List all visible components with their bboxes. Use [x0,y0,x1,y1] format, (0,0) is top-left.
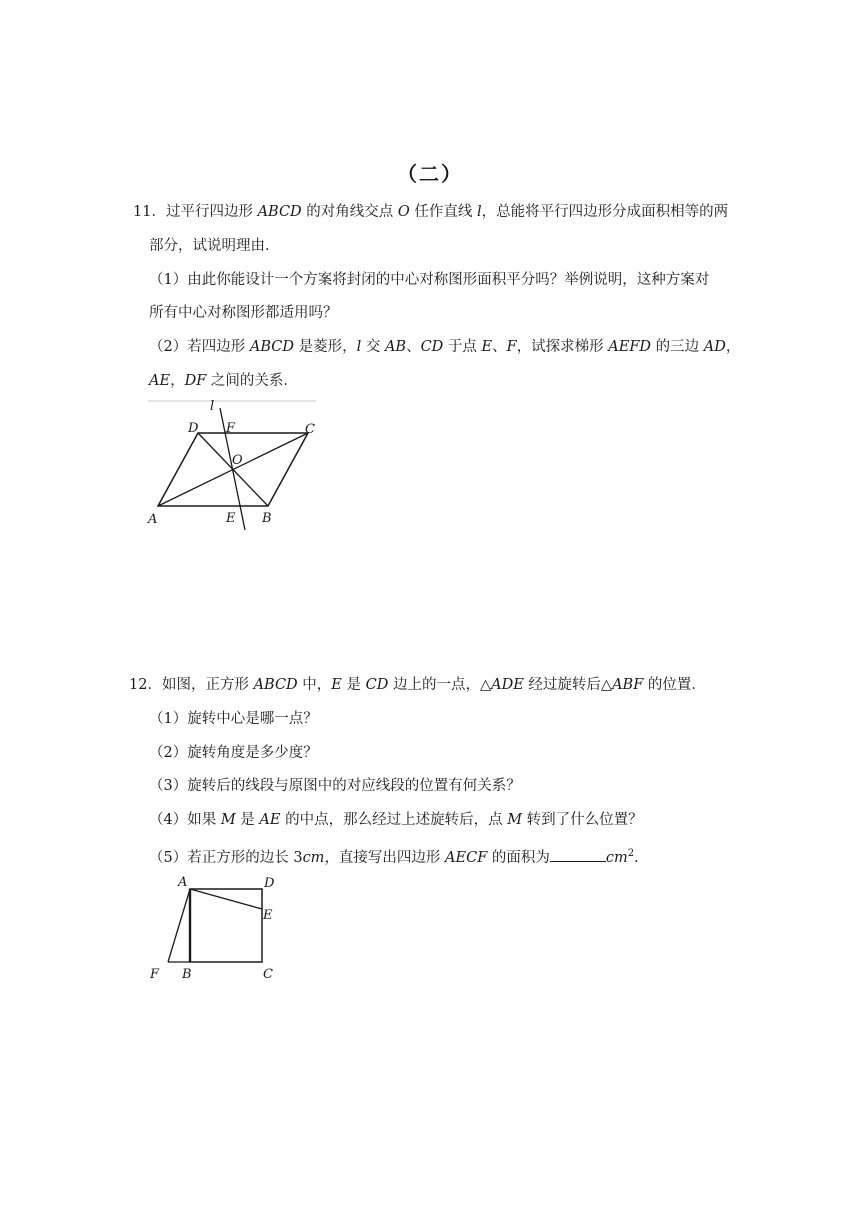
text: 、 [492,339,507,355]
parallelogram-figure [140,396,330,536]
text: ， [170,373,185,389]
q11-line-1 [133,202,728,222]
text: 中， [297,677,332,693]
label-b: B [182,967,192,982]
var: CD [420,339,444,355]
var: E [481,339,493,355]
var: M [507,812,523,828]
text: ，总能将平行四边形分成面积相等的两 [481,204,729,220]
q11-sub2-line-2 [149,371,298,391]
q11-line-2: 部分，试说明理由． [149,238,280,254]
text: （5）若正方形的边长 3 [149,849,303,866]
var: O [397,204,410,220]
label-b: B [262,511,272,526]
text: 的对角线交点 [301,204,398,220]
label-c: C [263,967,273,982]
label-e: E [263,908,273,923]
text: 交 [361,339,385,355]
unit: cm [605,849,628,866]
q12-number: 12． [129,677,162,693]
q11-sub1-line-1: （1）由此你能设计一个方案将封闭的中心对称图形面积平分吗？举例说明，这种方案对 [149,272,710,288]
label-l: l [210,399,215,414]
q12-sub1: （1）旋转中心是哪一点？ [149,711,318,727]
text: 的中点，那么经过上述旋转后，点 [280,812,508,828]
label-d: D [188,421,199,436]
var: AE [259,812,281,828]
square-abcd [190,889,262,962]
text: 的三边 [651,339,704,355]
var: ABCD [253,677,298,693]
q11-sub2-line-1 [149,337,740,357]
text: 边上的一点，△ [388,677,492,693]
text: 是 [341,677,366,693]
label-e: E [226,511,236,526]
answer-blank[interactable] [550,847,606,862]
text: 于点 [443,339,482,355]
segment-af [168,889,190,962]
label-f: F [150,967,160,982]
text: ，试探求梯形 [516,339,609,355]
var: l [477,204,482,220]
var: F [506,339,517,355]
var: DF [184,373,207,389]
label-f: F [226,421,236,436]
var: AEFD [608,339,652,355]
var: AB [384,339,407,355]
q12-sub3: （3）旋转后的线段与原图中的对应线段的位置有何关系？ [149,778,521,794]
q12-line-1 [129,675,706,695]
var: AD [703,339,726,355]
q12-sub2: （2）旋转角度是多少度？ [149,745,318,761]
var: M [220,812,236,828]
text: ． [634,849,649,866]
unit-exponent: 2 [627,848,635,859]
q12-sub4 [149,810,643,830]
var: ABCD [249,339,294,355]
text: 任作直线 [409,204,478,220]
text: 是 [235,812,260,828]
square-figure [140,872,290,987]
var: ABF [612,677,644,693]
section-title: （二） [397,162,463,186]
text: 过平行四边形 [165,204,258,220]
segment-ae [190,889,262,909]
var: CD [365,677,389,693]
text: 是菱形， [293,339,357,355]
text: ， [725,339,741,355]
var: E [331,677,342,693]
var: AECF [445,849,488,866]
q11-number: 11． [133,204,166,220]
text: 转到了什么位置？ [522,812,643,828]
text: 经过旋转后△ [523,677,613,693]
label-a: A [178,875,188,890]
label-c: C [305,422,315,437]
text: ，直接写出四边形 [324,849,446,866]
q12-sub5 [149,844,649,868]
text: （4）如果 [149,812,221,828]
label-d: D [264,876,275,891]
text: 之间的关系． [206,373,298,389]
var: AE [149,373,171,389]
var: l [356,339,362,355]
label-o: O [232,453,243,468]
text: 、 [406,339,421,355]
var: cm [302,849,325,866]
q11-sub1-line-2: 所有中心对称图形都适用吗？ [149,305,338,321]
text: 如图，正方形 [161,677,254,693]
var: ABCD [257,204,302,220]
var: ADE [491,677,524,693]
text: 的面积为 [487,849,550,866]
label-a: A [148,512,158,527]
text: 的位置． [643,677,706,693]
text: （2）若四边形 [149,339,250,355]
